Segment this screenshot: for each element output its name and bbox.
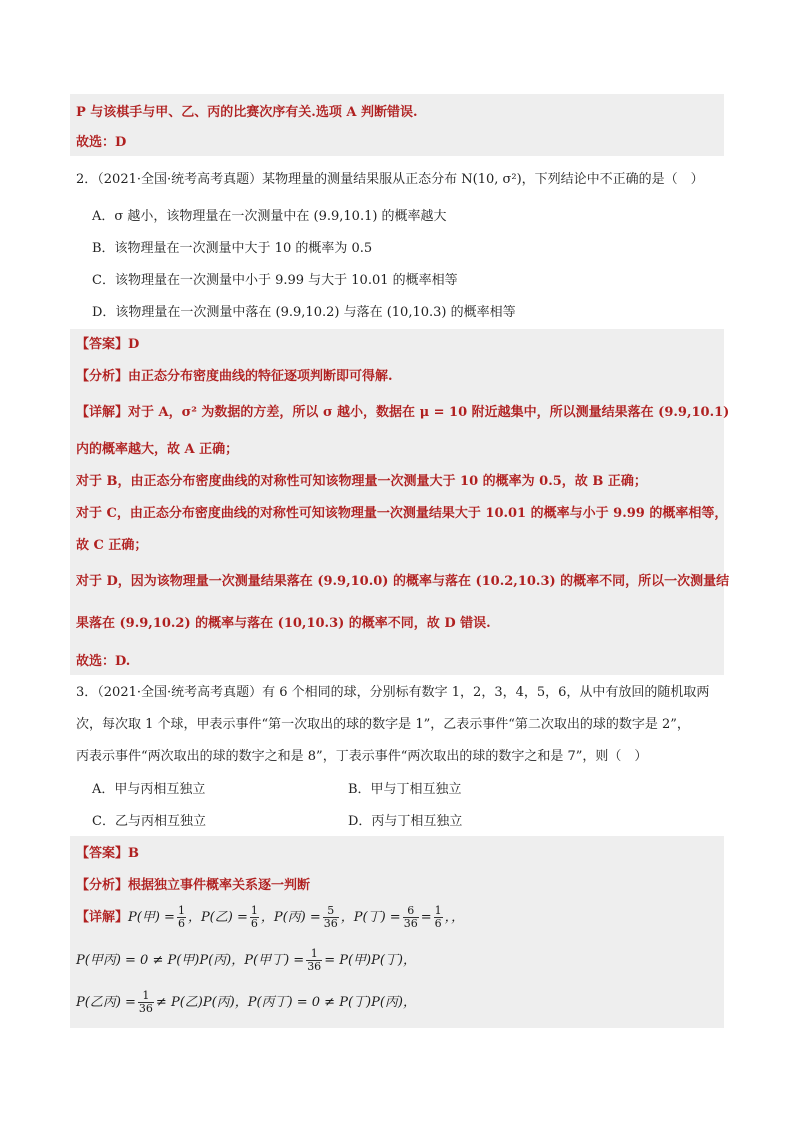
q3-analysis: 【分析】根据独立事件概率关系逐一判断 bbox=[76, 878, 311, 893]
q2-detail-line-8: 故选：D. bbox=[76, 654, 131, 669]
q3-option-a: A．甲与丙相互独立 bbox=[92, 782, 206, 797]
q3-stem-line-2: 次，每次取 1 个球，甲表示事件“第一次取出的球的数字是 1”，乙表示事件“第二次取出的球的数字是 2”， bbox=[76, 717, 690, 732]
equals-sign: = bbox=[420, 910, 432, 925]
q3-detail-line-3 bbox=[76, 990, 416, 1015]
prev-choice-line: 故选：D bbox=[76, 135, 127, 150]
q2-detail-line-7: 果落在 (9.9,10.2) 的概率与落在 (10,10.3) 的概率不同，故 D 错误. bbox=[76, 616, 491, 631]
prob-jia-bing: P(甲丙) = 0 ≠ P(甲)P(丙)，P(甲丁) = bbox=[76, 953, 305, 968]
prev-conclusion-line: P 与该棋手与甲、乙、丙的比赛次序有关.选项 A 判断错误. bbox=[76, 105, 418, 120]
prob-bing-ding: ≠ P(乙)P(丙)，P(丙丁) = 0 ≠ P(丁)P(丙)， bbox=[155, 995, 416, 1010]
q2-detail-line-1: 【详解】对于 A，σ² 为数据的方差，所以 σ 越小，数据在 μ = 10 附近越集中，所以测量结果落在 (9.9,10.1) bbox=[76, 405, 730, 420]
prob-yi-bing: P(乙丙) = bbox=[76, 995, 136, 1010]
fraction: $\frac{1}{36}$ bbox=[307, 947, 322, 973]
q3-detail-label: 【详解】 bbox=[76, 910, 129, 925]
prob-ding: ，P(丁) = bbox=[340, 910, 401, 925]
q2-option-d: D．该物理量在一次测量中落在 (9.9,10.2) 与落在 (10,10.3) 的概率相等 bbox=[92, 305, 516, 320]
prob-jia: P(甲) = bbox=[128, 910, 175, 925]
q2-answer: 【答案】D bbox=[76, 337, 140, 352]
q3-detail-line-1 bbox=[76, 905, 464, 930]
prob-yi: ，P(乙) = bbox=[187, 910, 248, 925]
q2-option-c: C．该物理量在一次测量中小于 9.99 与大于 10.01 的概率相等 bbox=[92, 273, 458, 288]
prob-bing: ，P(丙) = bbox=[260, 910, 321, 925]
q3-stem-line-1: 3．（2021·全国·统考高考真题）有 6 个相同的球，分别标有数字 1，2，3，4，5，6，从中有放回的随机取两 bbox=[76, 685, 710, 700]
q2-detail-line-2: 内的概率越大，故 A 正确； bbox=[76, 442, 239, 457]
fraction: $\frac{1}{6}$ bbox=[177, 904, 185, 930]
fraction: $\frac{6}{36}$ bbox=[403, 904, 418, 930]
prob-jia-ding-product: = P(甲)P(丁)， bbox=[324, 953, 416, 968]
q2-detail-line-6: 对于 D，因为该物理量一次测量结果落在 (9.9,10.0) 的概率与落在 (10.2,10.3) 的概率不同，所以一次测量结 bbox=[76, 574, 730, 589]
q2-detail-line-5: 故 C 正确； bbox=[76, 538, 148, 553]
q2-detail-line-4: 对于 C，由正态分布密度曲线的对称性可知该物理量一次测量结果大于 10.01 的概率与小于 9.99 的概率相等， bbox=[76, 506, 728, 521]
q3-answer: 【答案】B bbox=[76, 846, 139, 861]
q2-stem: 2．（2021·全国·统考高考真题）某物理量的测量结果服从正态分布 N(10, σ²)，下列结论中不正确的是（ ） bbox=[76, 172, 704, 187]
q3-option-c: C．乙与丙相互独立 bbox=[92, 814, 206, 829]
q2-analysis: 【分析】由正态分布密度曲线的特征逐项判断即可得解. bbox=[76, 369, 393, 384]
q3-detail-line-2 bbox=[76, 948, 416, 973]
q2-detail-line-3: 对于 B，由正态分布密度曲线的对称性可知该物理量一次测量大于 10 的概率为 0.5，故 B 正确； bbox=[76, 474, 647, 489]
fraction: $\frac{1}{36}$ bbox=[138, 989, 153, 1015]
q3-option-b: B．甲与丁相互独立 bbox=[348, 782, 462, 797]
trailing-punct: ，， bbox=[444, 910, 465, 925]
q3-option-d: D．丙与丁相互独立 bbox=[348, 814, 463, 829]
fraction: $\frac{5}{36}$ bbox=[323, 904, 338, 930]
fraction: $\frac{1}{6}$ bbox=[434, 904, 442, 930]
q2-option-a: A．σ 越小，该物理量在一次测量中在 (9.9,10.1) 的概率越大 bbox=[92, 209, 447, 224]
q3-stem-line-3: 丙表示事件“两次取出的球的数字之和是 8”，丁表示事件“两次取出的球的数字之和是 7”，则（ ） bbox=[76, 749, 648, 764]
q2-option-b: B．该物理量在一次测量中大于 10 的概率为 0.5 bbox=[92, 241, 373, 256]
fraction: $\frac{1}{6}$ bbox=[250, 904, 258, 930]
